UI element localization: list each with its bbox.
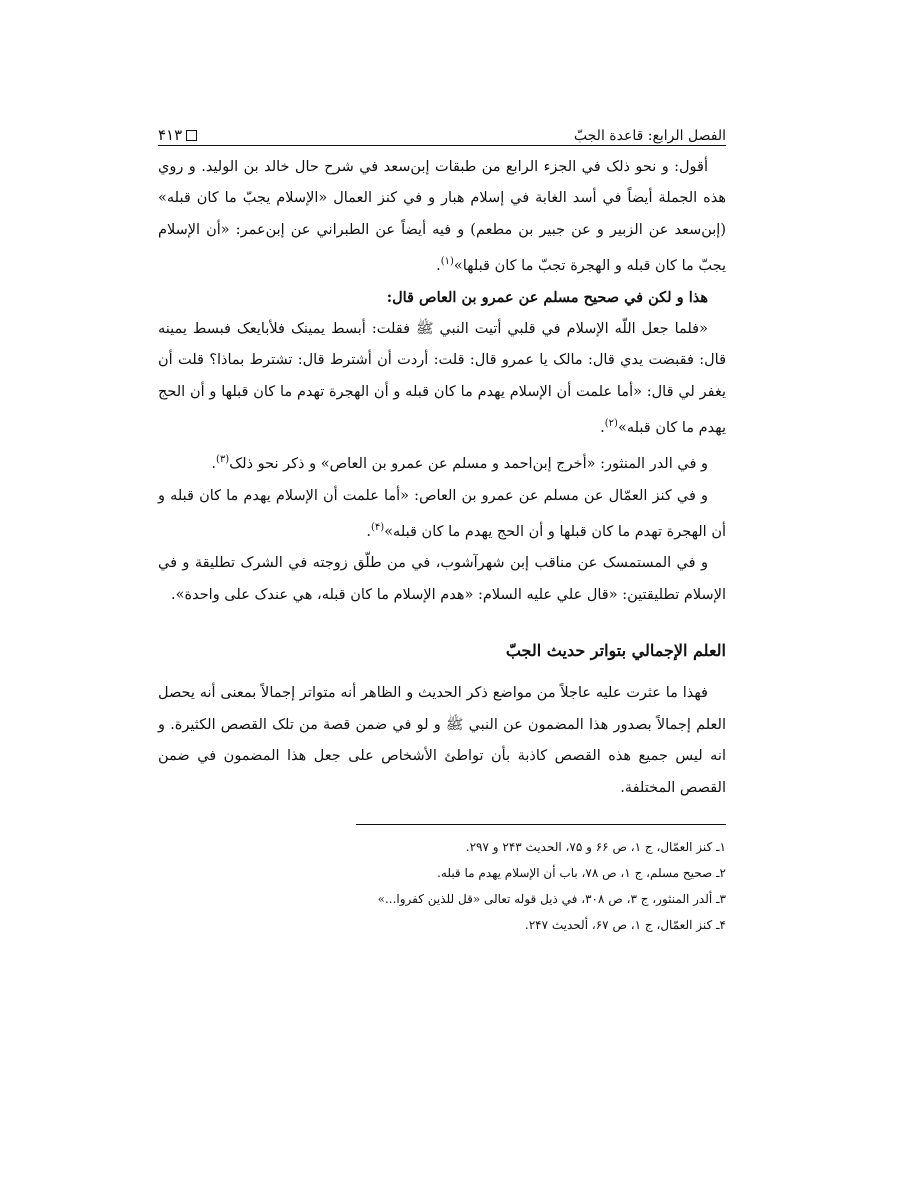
paragraph-5-text: و في کنز العمّال عن مسلم عن عمرو بن العاص: «أما علمت أن الإسلام يهدم ما کان قبله و أن الهجرة تهدم ما کان قبلها و أن الحج يهدم ما کان قبله» xyxy=(158,487,726,540)
footnote-1: ۱ـ کنز العمّال، ج ۱، ص ۶۶ و ۷۵، الحديث ۲۴۳ و ۲۹۷. xyxy=(465,840,726,854)
paragraph-7 xyxy=(158,678,726,804)
footnote-ref-1: (۱) xyxy=(440,256,454,268)
footnote-rule xyxy=(356,824,726,825)
paragraph-1-end: . xyxy=(436,258,441,275)
paragraph-5 xyxy=(158,481,726,549)
footnote-3: ۳ـ ألدر المنثور، ج ۳، ص ۳۰۸، في ذيل قوله تعالى «قل للذين کفروا...» xyxy=(377,892,726,906)
paragraph-4-end: . xyxy=(211,456,216,473)
running-title: الفصل الرابع: قاعدة الجبّ xyxy=(573,128,726,144)
page-number xyxy=(158,126,197,144)
header-rule xyxy=(158,145,726,146)
footnote-ref-2: (۲) xyxy=(604,418,618,430)
footnote-ref-4: (۴) xyxy=(371,521,385,533)
paragraph-1-text: أقول: و نحو ذلک في الجزء الرابع من طبقات إبن‌سعد في شرح حال خالد بن الوليد. و روي هذه الجملة أيضاً في أسد الغابة في إسلام هبار و في کنز العمال «الإسلام يجبّ ما کان قبله» (إبن‌سعد عن الزبير و عن جبير بن مطعم) و فيه أيضاً عن الطبراني عن إبن‌عمر: «أن الإسلام يجبّ ما کان قبله و الهجرة تجبّ ما کان قبلها» xyxy=(158,159,726,275)
main-text xyxy=(158,152,726,804)
footnotes xyxy=(200,834,726,938)
section-heading: العلم الإجمالي بتواتر حديث الجبّ xyxy=(505,641,726,660)
footnote-2: ۲ـ صحيح مسلم، ج ۱، ص ۷۸، باب أن الإسلام يهدم ما قبله. xyxy=(437,866,726,880)
paragraph-6 xyxy=(158,548,726,611)
paragraph-1 xyxy=(158,152,726,282)
page-header xyxy=(158,112,726,144)
paragraph-3-end: . xyxy=(600,419,605,436)
paragraph-6-text: و في المستمسک عن مناقب إبن شهرآشوب، في من طلّق زوجته في الشرک تطليقة و في الإسلام تطليقتين: «قال علي عليه السلام: «هدم الإسلام ما کان قبله، هي عندک على واحدة». xyxy=(158,555,726,603)
paragraph-4-text: و في الدر المنثور: «أخرج إبن‌احمد و مسلم عن عمرو بن العاص» و ذکر نحو ذلک xyxy=(229,456,708,473)
page-number-text: ۴۱۳ xyxy=(158,126,183,144)
paragraph-2 xyxy=(158,282,726,313)
square-ornament-icon xyxy=(186,130,197,141)
footnote-4: ۴ـ کنز العمّال، ج ۱، ص ۶۷، ألحديث ۲۴۷. xyxy=(524,918,726,932)
paragraph-7-text: فهذا ما عثرت عليه عاجلاً من مواضع ذکر الحديث و الظاهر أنه متواتر إجمالاً بمعنى أنه يحصل العلم إجمالاً بصدور هذا المضمون عن النبي ﷺ و لو في ضمن قصة من تلک القصص الکثيرة. و انه ليس جميع هذه القصص کاذبة بأن تواطئ الأشخاص على جعل هذا المضمون في ضمن القصص المختلفة. xyxy=(158,685,726,796)
paragraph-3-quote xyxy=(158,314,726,444)
footnote-ref-3: (۳) xyxy=(216,454,230,466)
paragraph-4 xyxy=(158,444,726,480)
paragraph-3-text: «فلما جعل اللّه الإسلام في قلبي أتيت النبي ﷺ فقلت: أبسط يمينک فلأبايعک فبسط يمينه قال: فقبضت يدي قال: مالک يا عمرو قال: قلت: أردت أن أشترط قال: تشترط بماذا؟ قلت أن يغفر لي قال: «أما علمت أن الإسلام يهدم ما کان قبله و أن الهجرة تهدم ما کان قبلها و أن الحج يهدم ما کان قبله» xyxy=(158,320,726,436)
paragraph-5-end: . xyxy=(366,523,371,540)
paragraph-2-text: هذا و لکن في صحيح مسلم عن عمرو بن العاص قال: xyxy=(386,289,708,307)
